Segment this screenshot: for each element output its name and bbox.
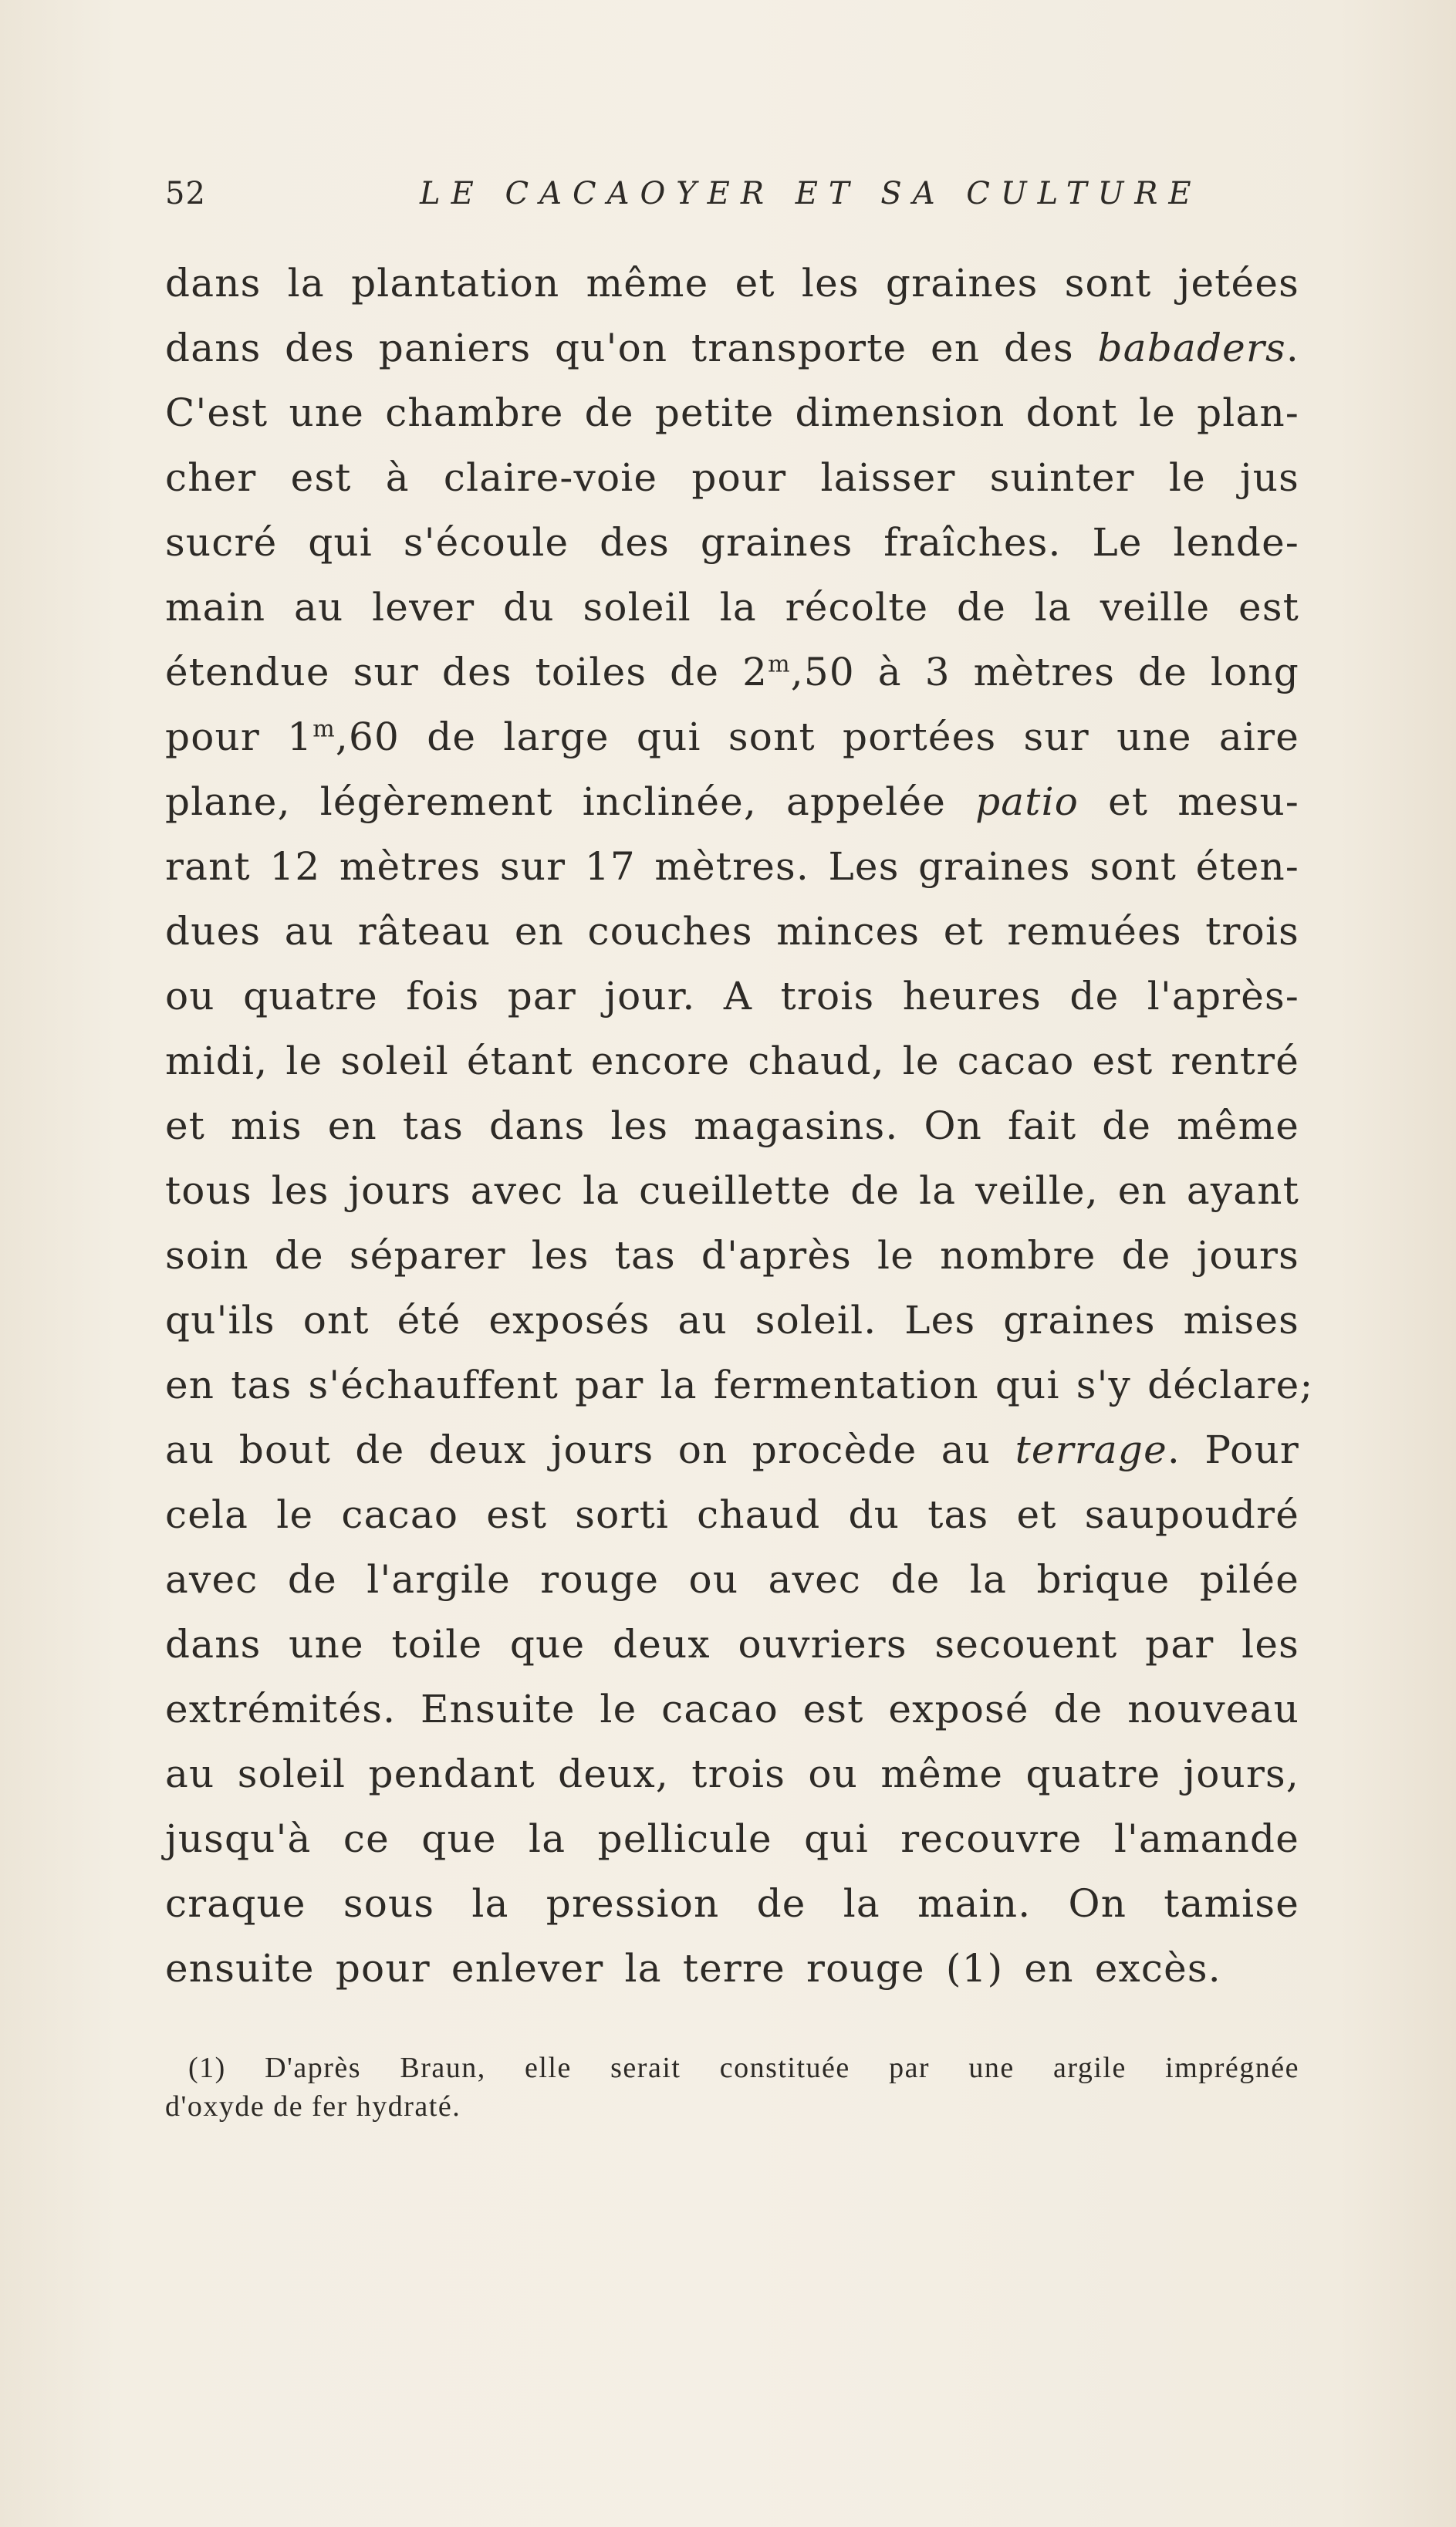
text-line (165, 1158, 1299, 1223)
text-line (165, 1029, 1299, 1093)
text-segment: rant 12 mètres sur 17 mètres. Les graines sont éten- (165, 844, 1299, 889)
text-line (165, 899, 1299, 964)
italic-term: patio (975, 779, 1079, 824)
text-segment: ou quatre fois par jour. A trois heures de l'après- (165, 974, 1299, 1019)
text-segment: ,60 de large qui sont portées sur une aire (335, 715, 1299, 759)
text-line (165, 1612, 1299, 1677)
text-line (165, 1093, 1299, 1158)
text-segment: et mesu- (1079, 779, 1299, 824)
text-segment: cher est à claire-voie pour laisser suinter le jus (165, 455, 1299, 500)
text-segment: sucré qui s'écoule des graines fraîches. Le lende- (165, 520, 1299, 565)
text-segment: dues au râteau en couches minces et remuées trois (165, 909, 1299, 954)
text-line (165, 964, 1299, 1029)
text-line (165, 1288, 1299, 1353)
text-segment: pour 1 (165, 715, 313, 759)
text-line (165, 1742, 1299, 1806)
text-segment: au bout de deux jours on procède au (165, 1427, 1015, 1472)
text-segment: dans une toile que deux ouvriers secouent par les (165, 1622, 1299, 1667)
body-paragraph (165, 251, 1314, 2001)
text-line (165, 704, 1299, 769)
text-line (165, 1482, 1299, 1547)
text-line (165, 1936, 1299, 2001)
text-segment: craque sous la pression de la main. On tamise (165, 1881, 1299, 1926)
text-segment: en tas s'échauffent par la fermentation qui s'y déclare; (165, 1363, 1314, 1407)
text-segment: main au lever du soleil la récolte de la veille est (165, 585, 1299, 630)
unit-superscript: m (312, 715, 336, 743)
text-line (165, 445, 1299, 510)
text-line (165, 510, 1299, 575)
italic-term: babaders (1097, 326, 1286, 370)
text-segment: soin de séparer les tas d'après le nombre de jours (165, 1233, 1299, 1278)
text-segment: jusqu'à ce que la pellicule qui recouvre l'amande (165, 1816, 1299, 1861)
text-segment: . (1285, 326, 1299, 370)
text-line (165, 1806, 1299, 1871)
page-header (165, 176, 1299, 222)
running-title: LE CACAOYER ET SA CULTURE (420, 176, 1202, 211)
text-segment: ,50 à 3 mètres de long (790, 650, 1299, 694)
footnote (165, 2049, 1299, 2126)
unit-superscript: m (768, 650, 791, 678)
text-segment: dans des paniers qu'on transporte en des (165, 326, 1098, 370)
text-line (165, 640, 1299, 704)
text-line (165, 1547, 1299, 1612)
text-line (165, 316, 1299, 380)
text-segment: et mis en tas dans les magasins. On fait de même (165, 1103, 1299, 1148)
text-segment: tous les jours avec la cueillette de la veille, en ayant (165, 1168, 1299, 1213)
page-number: 52 (165, 176, 206, 211)
text-segment: C'est une chambre de petite dimension dont le plan- (165, 390, 1299, 435)
text-line (165, 769, 1299, 834)
text-segment: ensuite pour enlever la terre rouge (1) en excès. (165, 1946, 1221, 1991)
text-line (165, 1223, 1299, 1288)
text-line (165, 1417, 1299, 1482)
text-segment: plane, légèrement inclinée, appelée (165, 779, 976, 824)
text-line (165, 834, 1299, 899)
text-segment: au soleil pendant deux, trois ou même quatre jours, (165, 1752, 1299, 1796)
text-line (165, 251, 1299, 316)
text-segment: cela le cacao est sorti chaud du tas et saupoudré (165, 1492, 1299, 1537)
text-segment: avec de l'argile rouge ou avec de la brique pilée (165, 1557, 1299, 1602)
text-line (165, 575, 1299, 640)
footnote-line: d'oxyde de fer hydraté. (165, 2090, 461, 2123)
text-line (165, 380, 1299, 445)
text-segment: midi, le soleil étant encore chaud, le cacao est rentré (165, 1039, 1299, 1083)
text-line (165, 1353, 1314, 1417)
text-line (165, 1677, 1299, 1742)
text-segment: étendue sur des toiles de 2 (165, 650, 769, 694)
text-segment: . Pour (1167, 1427, 1299, 1472)
footnote-line: (1) D'après Braun, elle serait constituée par une argile imprégnée (188, 2052, 1299, 2084)
text-segment: dans la plantation même et les graines sont jetées (165, 261, 1299, 306)
italic-term: terrage (1015, 1427, 1167, 1472)
text-line (165, 1871, 1299, 1936)
text-segment: qu'ils ont été exposés au soleil. Les graines mises (165, 1298, 1299, 1343)
text-segment: extrémités. Ensuite le cacao est exposé de nouveau (165, 1687, 1299, 1731)
